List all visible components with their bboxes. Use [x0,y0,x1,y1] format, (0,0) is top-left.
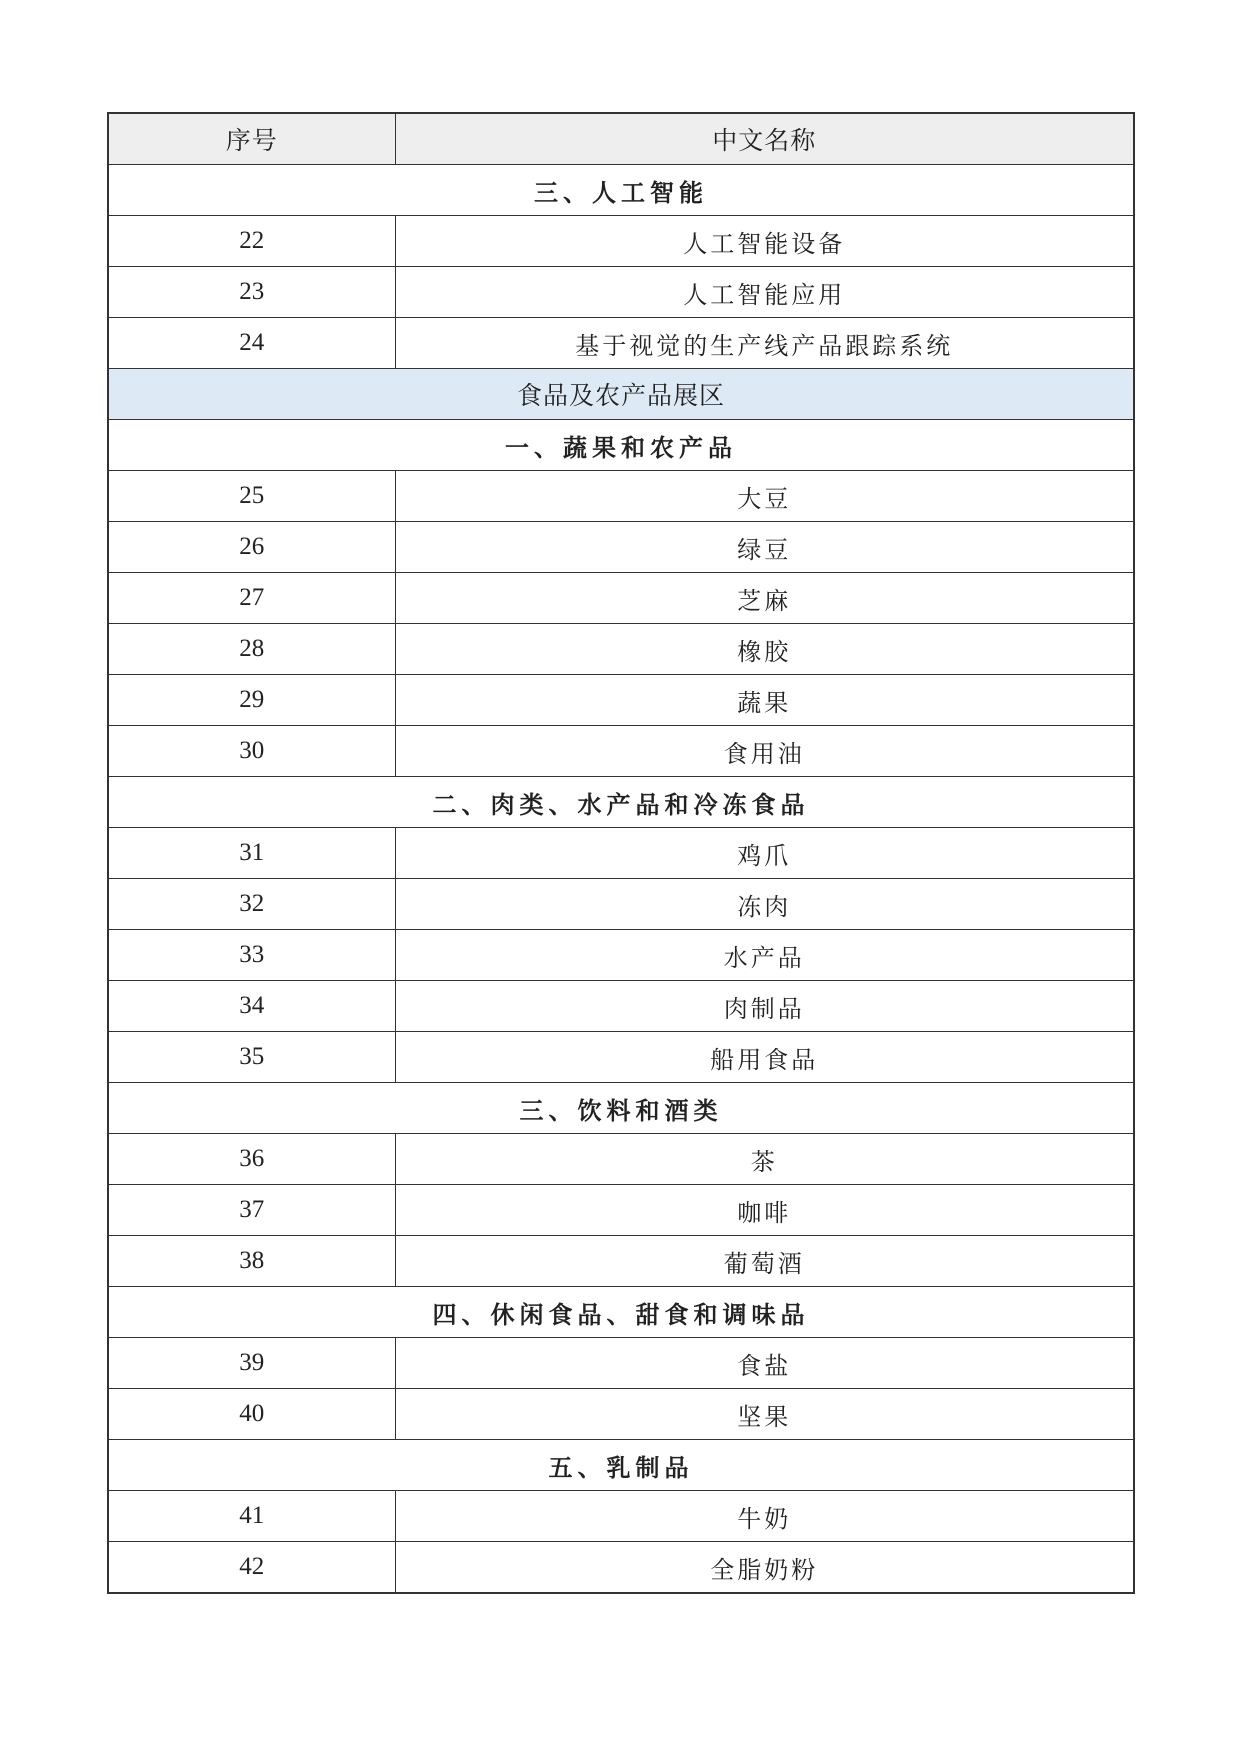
item-number: 25 [108,471,395,522]
item-number: 33 [108,930,395,981]
table-row [108,1032,1134,1083]
item-name: 基于视觉的生产线产品跟踪系统 [395,318,1134,369]
table-row [108,828,1134,879]
table-row [108,522,1134,573]
table-row [108,1389,1134,1440]
item-name: 食盐 [395,1338,1134,1389]
item-number: 22 [108,216,395,267]
item-number: 23 [108,267,395,318]
item-name: 鸡爪 [395,828,1134,879]
item-number: 38 [108,1236,395,1287]
category-row [108,1083,1134,1134]
item-number: 39 [108,1338,395,1389]
category-title: 一、蔬果和农产品 [108,420,1134,471]
table-row [108,1134,1134,1185]
table-row [108,1542,1134,1594]
item-number: 32 [108,879,395,930]
item-name: 人工智能设备 [395,216,1134,267]
item-name: 全脂奶粉 [395,1542,1134,1594]
product-table [107,112,1135,1594]
item-name: 坚果 [395,1389,1134,1440]
table-row [108,471,1134,522]
table-row [108,981,1134,1032]
table-row [108,573,1134,624]
category-title: 二、肉类、水产品和冷冻食品 [108,777,1134,828]
table-row [108,930,1134,981]
item-number: 40 [108,1389,395,1440]
item-name: 冻肉 [395,879,1134,930]
item-number: 26 [108,522,395,573]
table-row [108,726,1134,777]
item-number: 42 [108,1542,395,1594]
header-chinese-name: 中文名称 [395,113,1134,165]
item-name: 船用食品 [395,1032,1134,1083]
item-number: 41 [108,1491,395,1542]
table-row [108,675,1134,726]
header-number: 序号 [108,113,395,165]
table-body [108,165,1134,1594]
item-name: 咖啡 [395,1185,1134,1236]
category-row [108,1287,1134,1338]
item-name: 食用油 [395,726,1134,777]
table-row [108,267,1134,318]
item-number: 24 [108,318,395,369]
item-number: 35 [108,1032,395,1083]
table-row [108,1185,1134,1236]
item-number: 31 [108,828,395,879]
table-row [108,879,1134,930]
zone-title: 食品及农产品展区 [108,369,1134,420]
category-title: 五、乳制品 [108,1440,1134,1491]
item-name: 蔬果 [395,675,1134,726]
item-name: 绿豆 [395,522,1134,573]
item-name: 人工智能应用 [395,267,1134,318]
item-number: 36 [108,1134,395,1185]
table-row [108,1236,1134,1287]
item-number: 29 [108,675,395,726]
table-row [108,216,1134,267]
item-number: 30 [108,726,395,777]
table-row [108,1338,1134,1389]
item-name: 茶 [395,1134,1134,1185]
category-title: 三、饮料和酒类 [108,1083,1134,1134]
table-row [108,1491,1134,1542]
category-title: 四、休闲食品、甜食和调味品 [108,1287,1134,1338]
item-name: 葡萄酒 [395,1236,1134,1287]
table-header-row [108,113,1134,165]
item-number: 37 [108,1185,395,1236]
category-row [108,1440,1134,1491]
item-name: 芝麻 [395,573,1134,624]
category-row [108,420,1134,471]
table-row [108,318,1134,369]
item-name: 牛奶 [395,1491,1134,1542]
category-row [108,777,1134,828]
item-number: 27 [108,573,395,624]
category-row [108,165,1134,216]
zone-row [108,369,1134,420]
category-title: 三、人工智能 [108,165,1134,216]
item-number: 28 [108,624,395,675]
item-name: 肉制品 [395,981,1134,1032]
item-name: 橡胶 [395,624,1134,675]
item-number: 34 [108,981,395,1032]
table-row [108,624,1134,675]
item-name: 大豆 [395,471,1134,522]
item-name: 水产品 [395,930,1134,981]
